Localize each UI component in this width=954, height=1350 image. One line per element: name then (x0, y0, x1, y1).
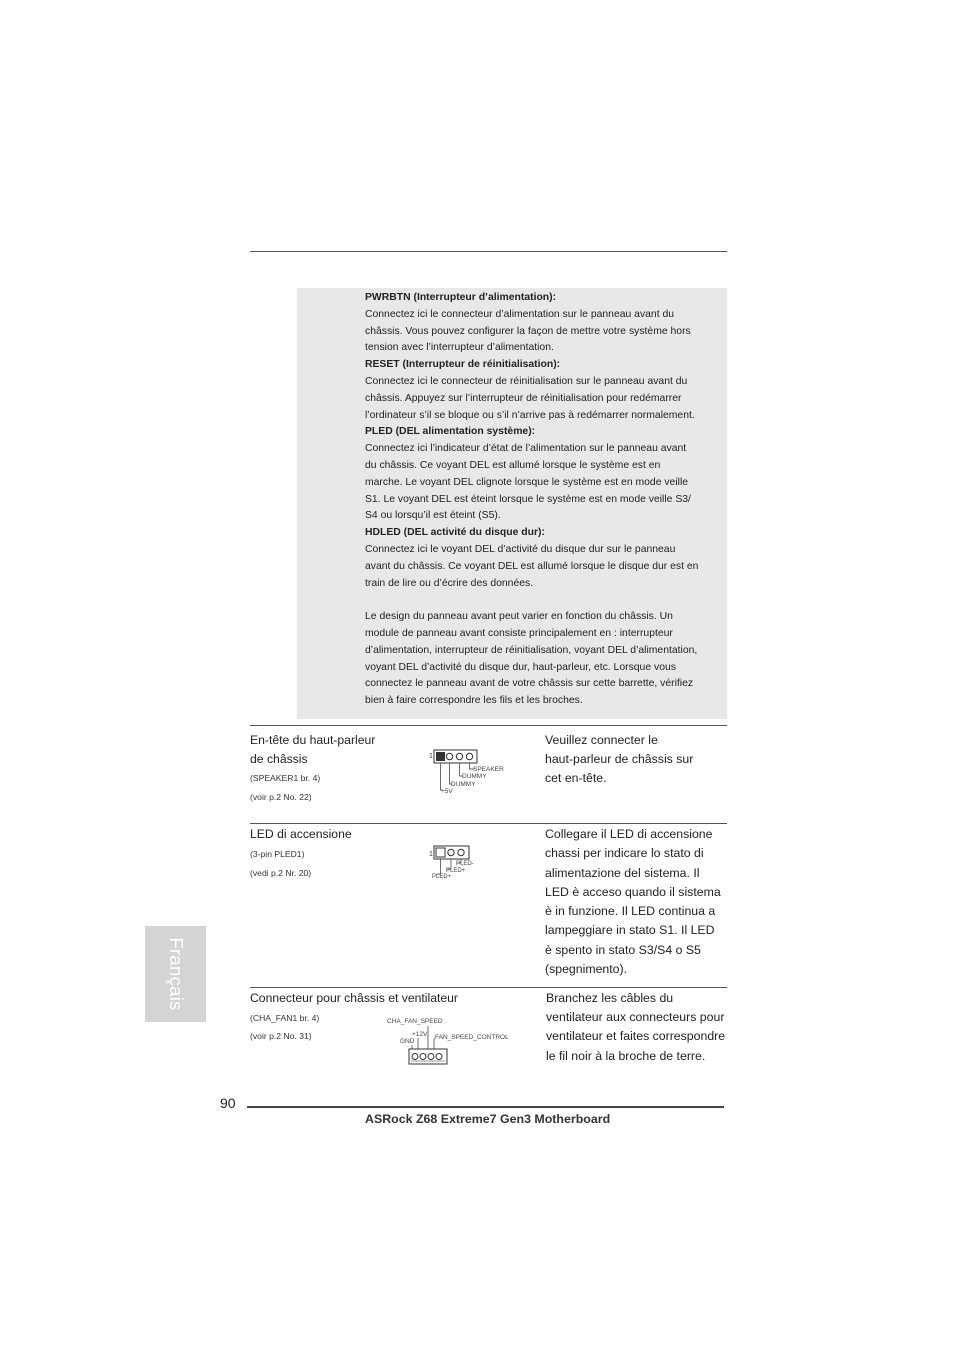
led-label-pled-plus: PLED+ (446, 868, 466, 874)
intro-line: S1. Le voyant DEL est éteint lorsque le système est en mode veille S3/ (365, 493, 691, 505)
fan-pin-2 (420, 1054, 426, 1060)
separator-speaker (250, 725, 727, 726)
speaker-label-dummy-2: DUMMY (451, 781, 476, 788)
led-pin-3 (458, 849, 464, 855)
intro-line: châssis. Appuyez sur l’interrupteur de réinitialisation pour redémarrer (365, 392, 682, 404)
speaker-title-line1: En-tête du haut-parleur (250, 733, 376, 747)
speaker-desc-2: haut-parleur de châssis sur (545, 752, 694, 766)
led-ref: (3-pin PLED1) (250, 849, 305, 859)
speaker-pin1-label: 1 (429, 753, 433, 760)
speaker-pin-3 (456, 753, 462, 759)
intro-heading: PWRBTN (Interrupteur d’alimentation): (365, 292, 557, 303)
intro-line: bien à faire correspondre les fils et les broches. (365, 695, 583, 707)
separator-led (250, 823, 727, 824)
page-number: 90 (220, 1095, 236, 1111)
led-label-pled-plus-2: PLED+ (432, 874, 452, 880)
intro-line: du châssis. Ce voyant DEL est allumé lorsque le système est en (365, 460, 661, 471)
fan-header-diagram (385, 1013, 525, 1069)
fan-label-control: FAN_SPEED_CONTROL (435, 1034, 509, 1041)
speaker-label-speaker: SPEAKER (473, 766, 504, 773)
intro-heading: PLED (DEL alimentation système): (365, 426, 536, 438)
separator-fan (250, 987, 727, 988)
intro-line: l’ordinateur s’il se bloque ou s’il n’arrive pas à redémarrer normalement. (365, 409, 695, 421)
intro-line: Connectez ici l’indicateur d’état de l’alimentation sur le panneau avant (365, 443, 687, 455)
fan-pin-4 (436, 1054, 442, 1060)
speaker-pin-4 (466, 753, 472, 759)
intro-line: Connectez ici le connecteur de réinitialisation sur le panneau avant du (365, 376, 688, 387)
led-pin-2 (448, 849, 454, 855)
speaker-pin-1 (436, 752, 445, 761)
top-rule (250, 251, 727, 252)
fan-desc-4: le fil noir à la broche de terre. (546, 1049, 706, 1063)
led-desc-3: alimentazione del sistema. Il (545, 866, 700, 880)
intro-line: châssis. Vous pouvez configurer la façon de mettre votre système hors (365, 325, 691, 337)
speaker-desc-3: cet en-tête. (545, 771, 607, 785)
speaker-title-line2: de châssis (250, 752, 308, 766)
led-pin-1 (436, 848, 445, 857)
intro-line: d’alimentation, interrupteur de réinitialisation, voyant DEL d’alimentation, (365, 644, 698, 656)
intro-line: train de lire ou d’écrire des données. (365, 577, 534, 589)
led-label-pled-minus: PLED- (456, 861, 474, 867)
led-header-diagram (425, 841, 485, 883)
speaker-label-5v: +5V (441, 788, 453, 795)
intro-heading: HDLED (DEL activité du disque dur): (365, 527, 545, 539)
language-tab (145, 926, 206, 1022)
speaker-desc-1: Veuillez connecter le (545, 733, 658, 747)
intro-line: voyant DEL d’activité du disque dur, haut-parleur, etc. Lorsque vous (365, 661, 676, 673)
fan-pin-3 (428, 1054, 434, 1060)
intro-line: Le design du panneau avant peut varier en fonction du châssis. Un (365, 611, 673, 623)
led-desc-6: lampeggiare in stato S1. Il LED (545, 923, 715, 937)
led-desc-8: (spegnimento). (545, 962, 628, 976)
fan-label-gnd: GND (400, 1038, 415, 1045)
fan-see: (voir p.2 No. 31) (250, 1031, 312, 1041)
led-desc-2: chassi per indicare lo stato di (545, 846, 704, 860)
intro-line: connectez le panneau avant de votre châssis sur cette barrette, vérifiez (365, 678, 694, 690)
fan-desc-3: ventilateur et faites correspondre (546, 1029, 726, 1043)
language-tab-label: Français (165, 937, 187, 1011)
footer-rule (247, 1106, 724, 1108)
led-title: LED di accensione (250, 827, 352, 841)
speaker-see: (voir p.2 No. 22) (250, 792, 312, 802)
intro-line: Connectez ici le connecteur d’alimentation sur le panneau avant du (365, 308, 675, 320)
intro-line: avant du châssis. Ce voyant DEL est allumé lorsque le disque dur est en (365, 560, 699, 572)
fan-desc-2: ventilateur aux connecteurs pour (546, 1010, 725, 1024)
speaker-header-diagram (425, 745, 515, 797)
speaker-label-dummy-1: DUMMY (462, 773, 487, 780)
intro-line: marche. Le voyant DEL clignote lorsque le système est en mode veille (365, 476, 689, 488)
intro-line: tension avec l’interrupteur d’alimentation. (365, 342, 554, 354)
fan-label-speed: CHA_FAN_SPEED (387, 1018, 443, 1025)
intro-line: Connectez ici le voyant DEL d’activité du disque dur sur le panneau (365, 544, 676, 555)
fan-title: Connecteur pour châssis et ventilateur (250, 991, 458, 1005)
speaker-pin-2 (446, 753, 452, 759)
fan-label-12v: +12V (412, 1031, 428, 1038)
fan-pin-1 (412, 1054, 418, 1060)
footer-title: ASRock Z68 Extreme7 Gen3 Motherboard (365, 1112, 611, 1126)
fan-desc-1: Branchez les câbles du (546, 991, 674, 1005)
speaker-ref: (SPEAKER1 br. 4) (250, 773, 321, 783)
led-see: (vedi p.2 Nr. 20) (250, 868, 312, 878)
led-pin1-label: 1 (429, 851, 433, 858)
intro-line: module de panneau avant consiste principalement en : interrupteur (365, 628, 673, 639)
intro-heading: RESET (Interrupteur de réinitialisation): (365, 359, 561, 371)
led-desc-1: Collegare il LED di accensione (545, 827, 713, 841)
led-desc-5: è in funzione. Il LED continua a (545, 904, 716, 918)
led-desc-7: è spento in stato S3/S4 o S5 (545, 943, 701, 957)
intro-line: S4 ou lorsqu’il est éteint (S5). (365, 510, 501, 522)
fan-ref: (CHA_FAN1 br. 4) (250, 1013, 320, 1023)
led-desc-4: LED è acceso quando il sistema (545, 885, 721, 899)
